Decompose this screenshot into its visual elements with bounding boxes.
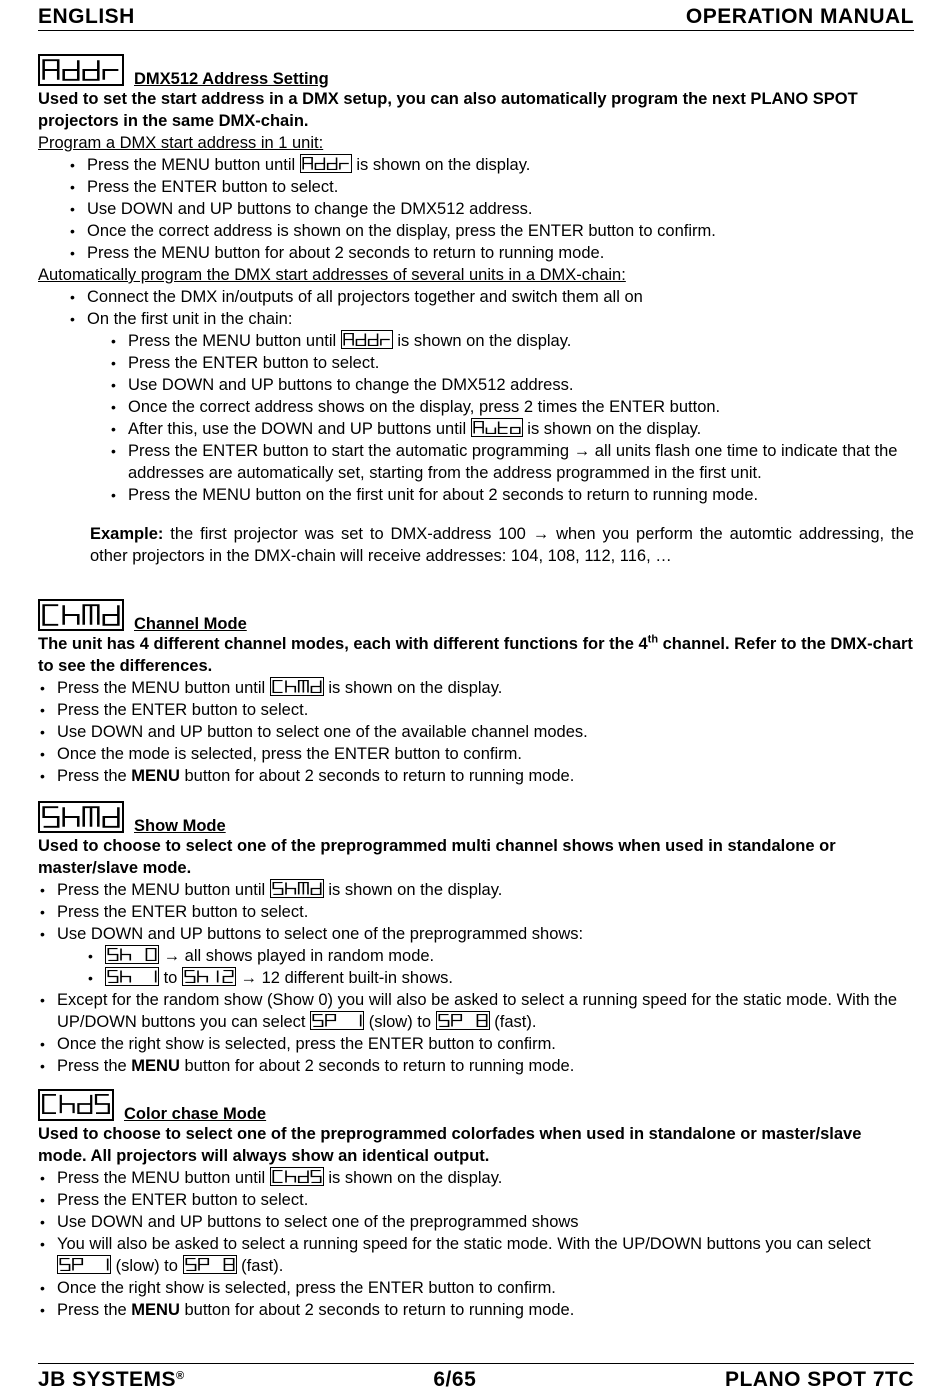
section-title: Channel Mode	[134, 615, 247, 633]
list-item: • Press the MENU button for about 2 seconds to return to running mode.	[57, 765, 914, 787]
list-item: • Press the ENTER button to select.	[57, 699, 914, 721]
footer-page-number: 6/65	[433, 1368, 477, 1391]
list-item: • Use DOWN and UP buttons to select one of the preprogrammed shows: • → all shows played in random mode. • to → 12 different built-in shows.	[57, 923, 914, 989]
list-item: • to → 12 different built-in shows.	[105, 967, 914, 989]
list-item: • Press the MENU button for about 2 seconds to return to running mode.	[57, 1299, 914, 1321]
section-color-chase-mode	[38, 1093, 914, 1321]
footer-brand: JB SYSTEMS®	[38, 1368, 185, 1391]
lcd-addr-icon	[341, 330, 393, 349]
nested-bullet-list	[87, 330, 914, 506]
lcd-sh12-icon	[182, 967, 236, 986]
list-item: • After this, use the DOWN and UP buttons until is shown on the display.	[128, 418, 914, 440]
list-item: • Once the correct address is shown on the display, press the ENTER button to confirm.	[87, 220, 914, 242]
header-manual-title: OPERATION MANUAL	[685, 5, 914, 28]
page-content	[38, 58, 914, 1321]
section-heading	[38, 1093, 914, 1123]
list-item: • You will also be asked to select a running speed for the static mode. With the UP/DOWN buttons you can select (slow) to (fast).	[57, 1233, 914, 1277]
section-title: Show Mode	[134, 817, 226, 835]
bullet-list	[38, 1167, 914, 1321]
list-item: • Press the MENU button on the first unit for about 2 seconds to return to running mode.	[128, 484, 914, 506]
list-item: • Use DOWN and UP button to select one of the available channel modes.	[57, 721, 914, 743]
lcd-sp8-icon	[436, 1011, 490, 1030]
list-item: • Once the correct address shows on the display, press 2 times the ENTER button.	[128, 396, 914, 418]
section-dmx-address	[38, 58, 914, 567]
lcd-sh1-icon	[105, 967, 159, 986]
lcd-sh0-icon	[105, 945, 159, 964]
list-item: • Press the MENU button until is shown on the display.	[57, 1167, 914, 1189]
section-heading	[38, 58, 914, 88]
list-item: • Once the mode is selected, press the ENTER button to confirm.	[57, 743, 914, 765]
section-title: Color chase Mode	[124, 1105, 267, 1123]
bullet-list	[38, 286, 914, 506]
lcd-chas-icon	[270, 1167, 324, 1186]
section-description: Used to set the start address in a DMX setup, you can also automatically program the next PLANO SPOT projectors in the same DMX-chain.	[38, 90, 858, 130]
lcd-chnd-icon	[38, 599, 124, 631]
list-item: • Press the MENU button for about 2 seconds to return to running mode.	[87, 242, 914, 264]
list-item: • → all shows played in random mode.	[105, 945, 914, 967]
list-item: • Press the MENU button until is shown on the display.	[57, 677, 914, 699]
list-item: • Connect the DMX in/outputs of all projectors together and switch them all on	[87, 286, 914, 308]
footer-model: PLANO SPOT 7TC	[724, 1368, 914, 1391]
subsection-title: Program a DMX start address in 1 unit:	[38, 134, 324, 152]
list-item: • Except for the random show (Show 0) you will also be asked to select a running speed for the static mode. With the UP/DOWN buttons you can select (slow) to (fast).	[57, 989, 914, 1033]
page-header	[38, 2, 914, 31]
list-item: • Use DOWN and UP buttons to change the DMX512 address.	[87, 198, 914, 220]
lcd-chas-icon	[38, 1089, 114, 1121]
section-description: Used to choose to select one of the preprogrammed colorfades when used in standalone or master/slave mode. All projectors will always show an identical output.	[38, 1125, 862, 1165]
list-item: • On the first unit in the chain: • Press the MENU button until is shown on the display. • Press the ENTER button to select. • Use DOWN and UP buttons to change the DMX512 address. • Once the correct address shows on the display, press 2 times the ENTER button. • After this, use the DOWN and UP buttons until is shown on the display. • Press the ENTER button to start the automatic programming → all units flash one time to indicate that the addresses are automatically set, starting from the address programmed in the first unit. • Press the MENU button on the first unit for about 2 seconds to return to running mode.	[87, 308, 914, 506]
page-footer	[38, 1363, 914, 1396]
section-heading	[38, 805, 914, 835]
lcd-chnd-icon	[270, 677, 324, 696]
list-item: • Press the ENTER button to select.	[128, 352, 914, 374]
nested-bullet-list	[57, 945, 914, 989]
lcd-auto-icon	[471, 418, 523, 437]
list-item: • Press the ENTER button to select.	[57, 1189, 914, 1211]
lcd-sp1-icon	[310, 1011, 364, 1030]
list-item: • Press the ENTER button to start the automatic programming → all units flash one time to indicate that the addresses are automatically set, starting from the address programmed in the first unit.	[128, 440, 914, 484]
list-item: • Once the right show is selected, press the ENTER button to confirm.	[57, 1277, 914, 1299]
lcd-sp1-icon	[57, 1255, 111, 1274]
list-item: • Use DOWN and UP buttons to select one of the preprogrammed shows	[57, 1211, 914, 1233]
lcd-sp8-icon	[183, 1255, 237, 1274]
lcd-addr-icon	[38, 54, 124, 86]
section-description: The unit has 4 different channel modes, each with different functions for the 4th channel. Refer to the DMX-chart to see the differences.	[38, 633, 913, 675]
list-item: • Press the MENU button until is shown on the display.	[87, 154, 914, 176]
bullet-list	[38, 154, 914, 264]
list-item: • Press the MENU button until is shown on the display.	[128, 330, 914, 352]
subsection-title: Automatically program the DMX start addresses of several units in a DMX-chain:	[38, 266, 626, 284]
header-language: ENGLISH	[38, 5, 135, 28]
list-item: • Press the ENTER button to select.	[57, 901, 914, 923]
list-item: • Use DOWN and UP buttons to change the DMX512 address.	[128, 374, 914, 396]
section-show-mode	[38, 805, 914, 1077]
list-item: • Press the ENTER button to select.	[87, 176, 914, 198]
bullet-list	[38, 879, 914, 1077]
example-note: Example: the first projector was set to DMX-address 100 → when you perform the automtic addressing, the other projectors in the DMX-chain will receive addresses: 104, 108, 112, 116, …	[90, 524, 914, 565]
lcd-addr-icon	[300, 154, 352, 173]
section-title: DMX512 Address Setting	[134, 70, 329, 88]
bullet-list	[38, 677, 914, 787]
list-item: • Once the right show is selected, press the ENTER button to confirm.	[57, 1033, 914, 1055]
list-item: • Press the MENU button for about 2 seconds to return to running mode.	[57, 1055, 914, 1077]
section-channel-mode	[38, 603, 914, 787]
list-item: • Press the MENU button until is shown on the display.	[57, 879, 914, 901]
section-description: Used to choose to select one of the preprogrammed multi channel shows when used in standalone or master/slave mode.	[38, 837, 836, 877]
section-heading	[38, 603, 914, 633]
lcd-shnd-icon	[270, 879, 324, 898]
lcd-shnd-icon	[38, 801, 124, 833]
